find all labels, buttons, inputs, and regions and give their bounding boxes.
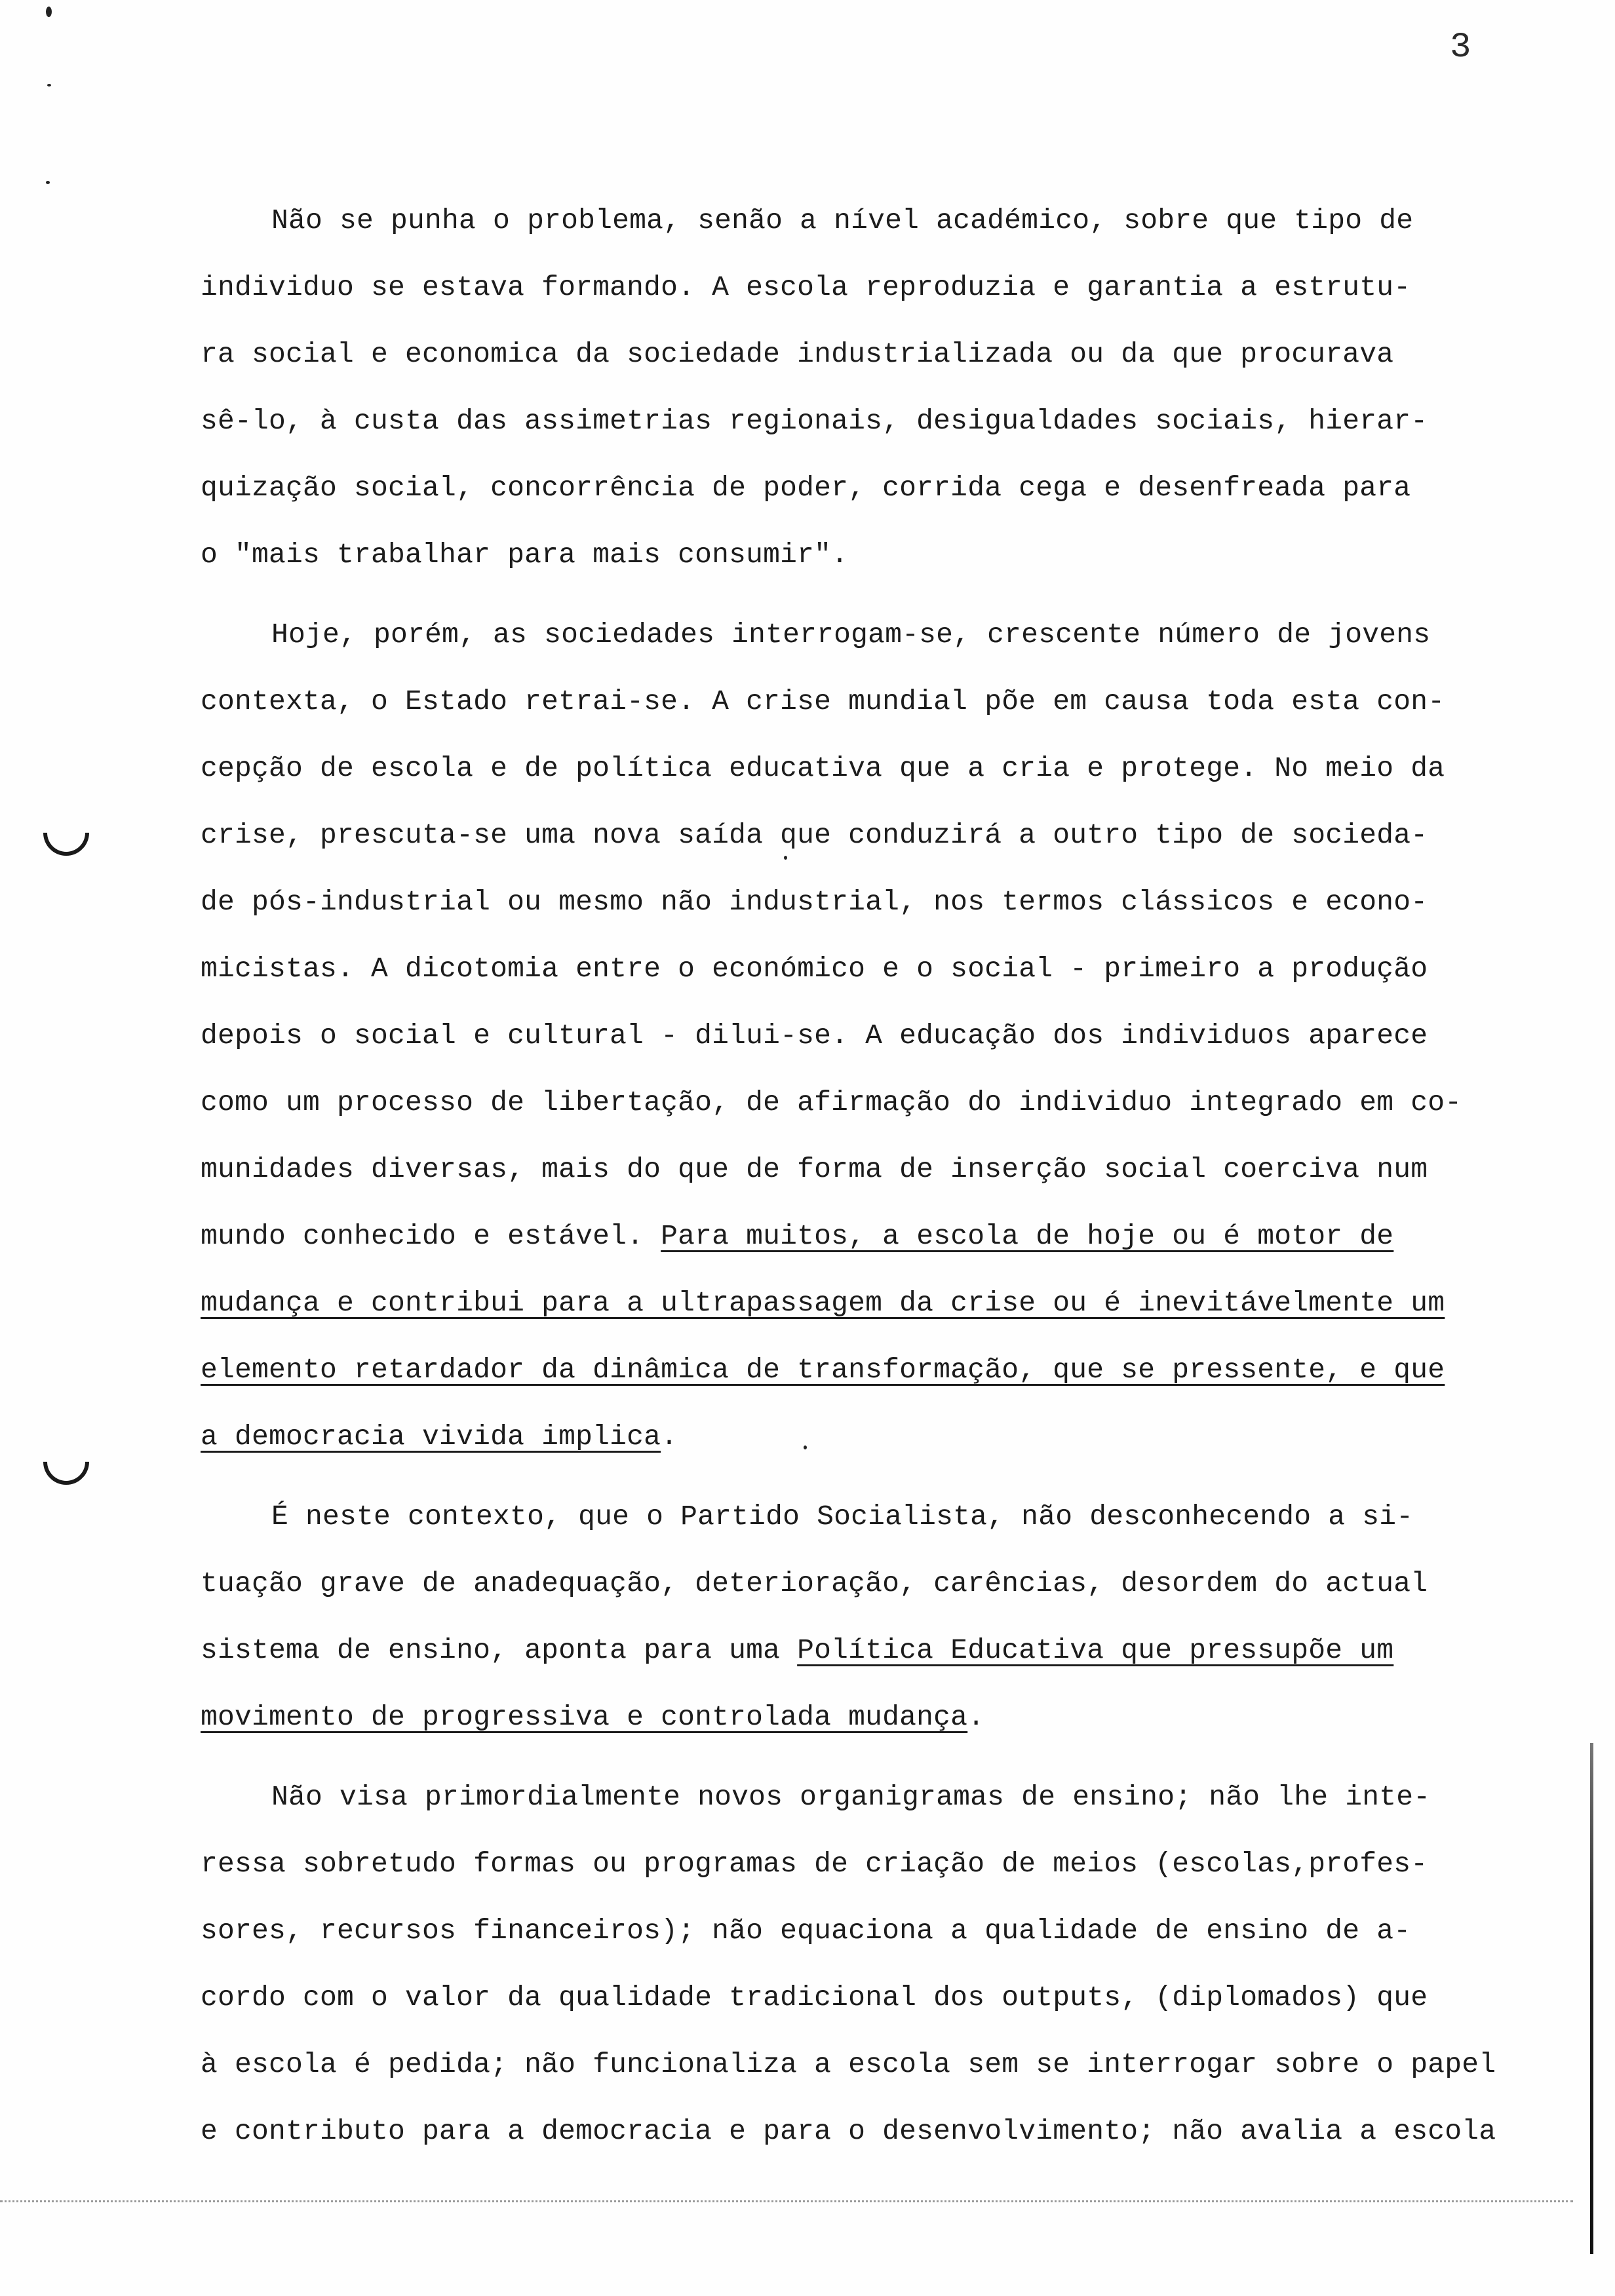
- line-text: Não visa primordialmente novos organigramas de ensino; não lhe inte-: [271, 1781, 1431, 1813]
- text-line: [201, 1404, 1511, 1470]
- line-text: o "mais trabalhar para mais consumir".: [201, 539, 849, 571]
- text-line: [201, 936, 1511, 1003]
- text-line: [201, 321, 1511, 388]
- scan-speck: [784, 856, 787, 860]
- text-line: [201, 1684, 1511, 1751]
- text-line: [201, 1069, 1511, 1136]
- text-line: [201, 1898, 1511, 1964]
- line-text: e contributo para a democracia e para o desenvolvimento; não avalia a escola: [201, 2115, 1496, 2147]
- page-number: 3: [1450, 28, 1471, 67]
- text-line: [201, 869, 1511, 936]
- line-text: micistas. A dicotomia entre o económico e o social - primeiro a produção: [201, 953, 1428, 985]
- underlined-text: Para muitos, a escola de hoje ou é motor de: [661, 1220, 1394, 1252]
- line-text: individuo se estava formando. A escola reproduzia e garantia a estrutu-: [201, 271, 1411, 303]
- line-text: sistema de ensino, aponta para uma: [201, 1634, 798, 1666]
- line-text: crise, prescuta-se uma nova saída que conduzirá a outro tipo de socieda-: [201, 819, 1428, 851]
- underlined-text: Política Educativa que pressupõe um: [797, 1634, 1394, 1666]
- text-line: [201, 522, 1511, 588]
- line-text: sores, recursos financeiros); não equaciona a qualidade de ensino de a-: [201, 1915, 1411, 1947]
- binder-hole-mark: [34, 801, 99, 866]
- line-text: como um processo de libertação, de afirmação do individuo integrado em co-: [201, 1086, 1462, 1119]
- trailing-punctuation: .: [661, 1421, 678, 1453]
- text-line: [201, 1003, 1511, 1069]
- text-line: [201, 1764, 1511, 1831]
- line-text: à escola é pedida; não funcionaliza a escola sem se interrogar sobre o papel: [201, 2048, 1496, 2080]
- line-text: Hoje, porém, as sociedades interrogam-se, crescente número de jovens: [271, 619, 1431, 651]
- text-line: [201, 668, 1511, 735]
- line-text: ressa sobretudo formas ou programas de criação de meios (escolas,profes-: [201, 1848, 1428, 1880]
- text-line: [201, 254, 1511, 321]
- scan-bottom-edge: [0, 2200, 1573, 2202]
- scan-speck: [47, 84, 51, 86]
- line-text: cepção de escola e de política educativa que a cria e protege. No meio da: [201, 752, 1445, 784]
- line-text: mundo conhecido e estável.: [201, 1220, 661, 1252]
- text-line: [201, 388, 1511, 455]
- line-text: sê-lo, à custa das assimetrias regionais, desigualdades sociais, hierar-: [201, 405, 1428, 437]
- line-text: cordo com o valor da qualidade tradicional dos outputs, (diplomados) que: [201, 1981, 1428, 2014]
- text-line: [201, 1136, 1511, 1203]
- body-text: [201, 187, 1511, 2165]
- scan-edge-shadow: [1590, 1743, 1593, 2254]
- line-text: depois o social e cultural - dilui-se. A educação dos individuos aparece: [201, 1020, 1428, 1052]
- scan-speck: [46, 7, 52, 17]
- underlined-text: movimento de progressiva e controlada mudança: [201, 1701, 968, 1733]
- line-text: É neste contexto, que o Partido Socialista, não desconhecendo a si-: [271, 1501, 1414, 1533]
- text-line: [201, 1203, 1511, 1270]
- underlined-text: a democracia vivida implica: [201, 1421, 661, 1453]
- text-line: [201, 2098, 1511, 2165]
- line-text: Não se punha o problema, senão a nível académico, sobre que tipo de: [271, 204, 1414, 237]
- line-text: tuação grave de anadequação, deterioração, carências, desordem do actual: [201, 1567, 1428, 1599]
- underlined-text: mudança e contribui para a ultrapassagem da crise ou é inevitávelmente um: [201, 1287, 1445, 1319]
- trailing-punctuation: .: [967, 1701, 985, 1733]
- text-line: [201, 1964, 1511, 2031]
- line-text: de pós-industrial ou mesmo não industrial, nos termos clássicos e econo-: [201, 886, 1428, 918]
- line-text: ra social e economica da sociedade industrializada ou da que procurava: [201, 338, 1394, 370]
- text-line: [201, 455, 1511, 522]
- text-line: [201, 1337, 1511, 1404]
- line-text: quização social, concorrência de poder, corrida cega e desenfreada para: [201, 472, 1411, 504]
- line-text: munidades diversas, mais do que de forma de inserção social coerciva num: [201, 1153, 1428, 1185]
- text-line: [201, 1550, 1511, 1617]
- text-line: [201, 1483, 1511, 1550]
- scan-speck: [46, 181, 50, 184]
- underlined-text: elemento retardador da dinâmica de transformação, que se pressente, e que: [201, 1354, 1445, 1386]
- scan-speck: [804, 1445, 807, 1449]
- paragraph-gap: [201, 588, 1511, 602]
- text-line: [201, 187, 1511, 254]
- text-line: [201, 802, 1511, 869]
- text-line: [201, 1617, 1511, 1684]
- paragraph-gap: [201, 1470, 1511, 1483]
- text-line: [201, 1270, 1511, 1337]
- text-line: [201, 1831, 1511, 1898]
- binder-hole-mark: [34, 1430, 99, 1495]
- text-line: [201, 602, 1511, 668]
- text-line: [201, 735, 1511, 802]
- paragraph-gap: [201, 1751, 1511, 1764]
- line-text: contexta, o Estado retrai-se. A crise mundial põe em causa toda esta con-: [201, 685, 1445, 718]
- text-line: [201, 2031, 1511, 2098]
